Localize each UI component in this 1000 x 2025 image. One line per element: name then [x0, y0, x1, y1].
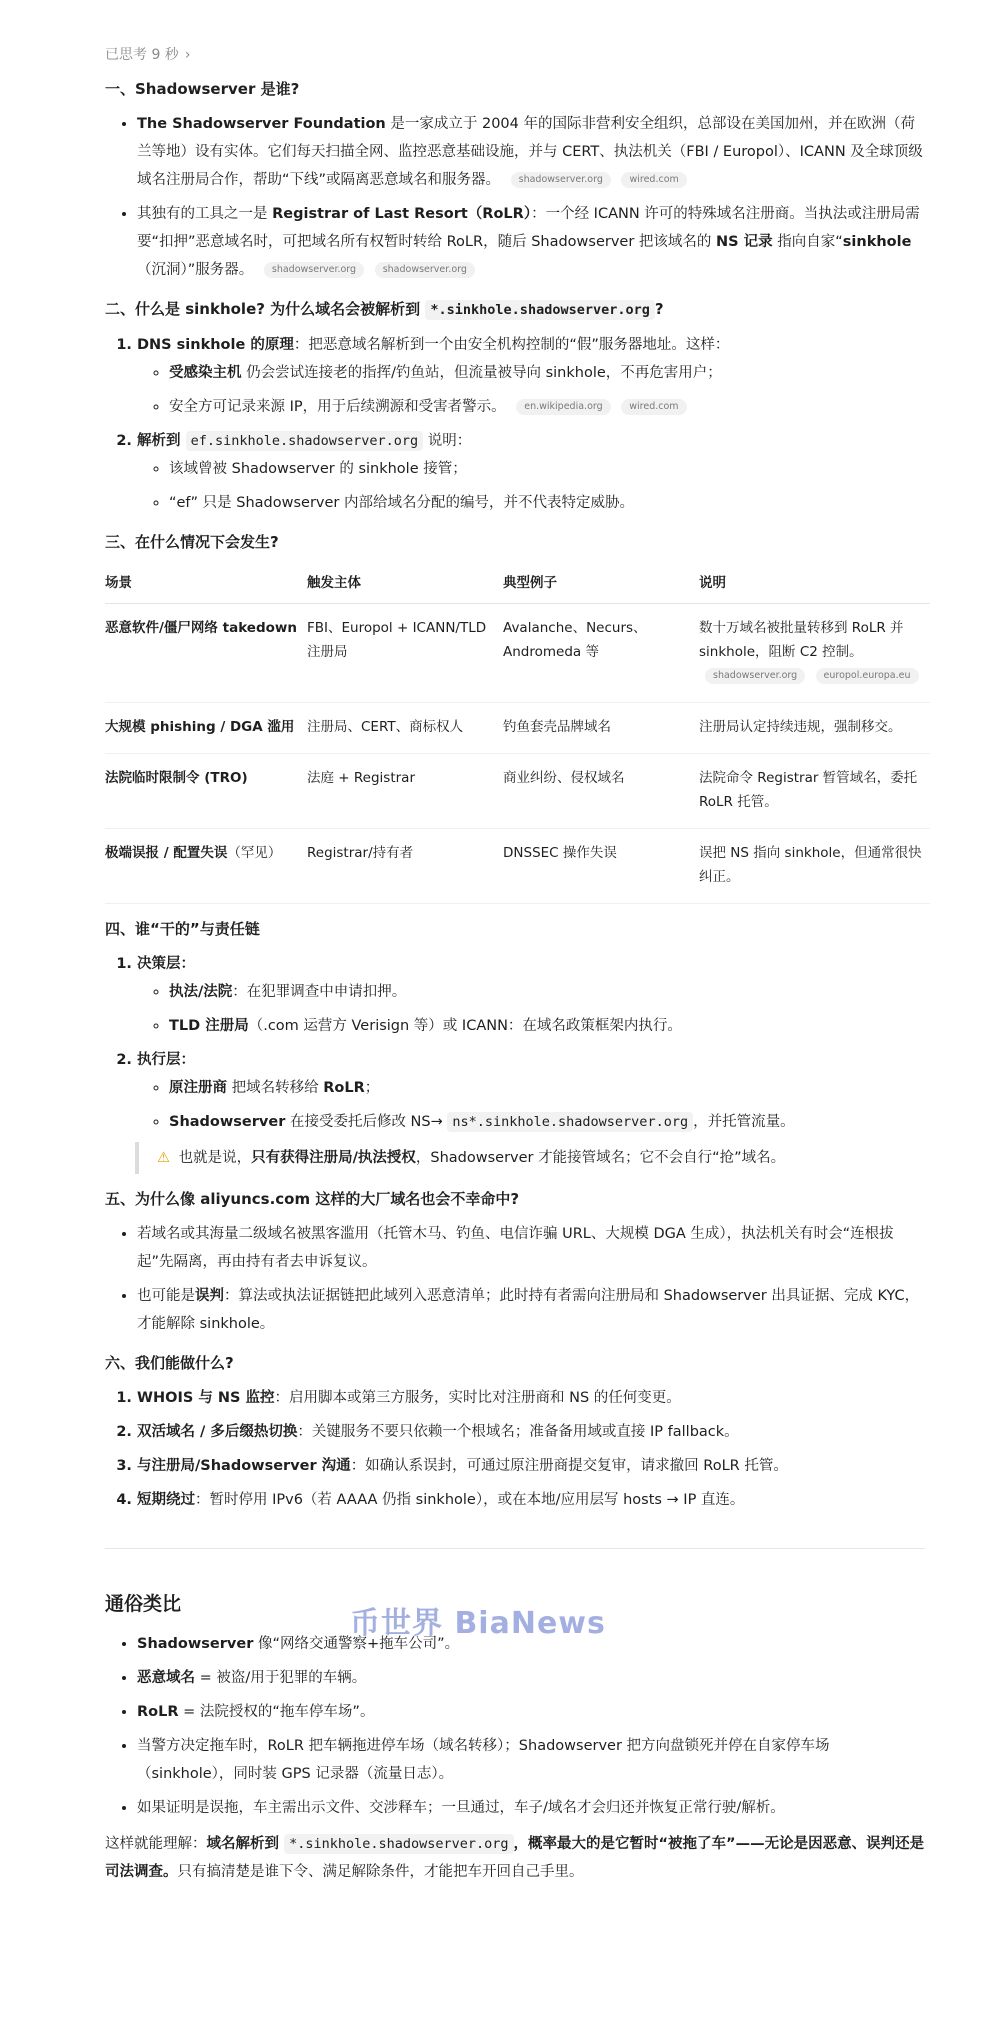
list-item [137, 1384, 925, 1412]
strong-text: ，概率最大的是它暂时“被拖了车”——无论是因恶意、误判还是司法调查。 [105, 1836, 925, 1880]
section-5-list [105, 1220, 925, 1338]
text: ：算法或执法证据链把此域列入恶意清单；此时持有者需向注册局和 Shadowserver 出具证据、完成 KYC，才能解除 sinkhole。 [137, 1288, 920, 1332]
inline-code: ns*.sinkhole.shadowserver.org [447, 1112, 693, 1132]
table-cell: 钓鱼套壳品牌域名 [503, 703, 699, 754]
text: ：启用脚本或第三方服务，实时比对注册商和 NS 的任何变更。 [274, 1390, 681, 1406]
column-header: 说明 [699, 563, 930, 604]
text: 只有搞清楚是谁下令、满足解除条件，才能把车开回自己手里。 [177, 1864, 584, 1880]
section-divider [105, 1548, 925, 1549]
section-3-title: 三、在什么情况下会发生? [105, 533, 279, 551]
table-cell: 注册局认定持续违规，强制移交。 [699, 703, 930, 754]
section-2-list [105, 331, 925, 517]
chevron-right-icon: › [184, 47, 191, 63]
table-header-row [105, 563, 930, 604]
sub-list [137, 978, 925, 1040]
strong-text: Shadowserver [169, 1114, 286, 1130]
table-cell: 大规模 phishing / DGA 滥用 [105, 703, 307, 754]
section-6-title: 六、我们能做什么? [105, 1354, 234, 1372]
text: 说明： [423, 433, 472, 449]
text: ：一个经 ICANN 许可的特殊域名注册商。当执法或注册局需要“扣押”恶意域名时，可把域名所有权暂时转给 RoLR，随后 Shadowserver 把该域名的 [137, 206, 920, 250]
list-item: ◦ 该域曾被 Shadowserver 的 sinkhole 接管； [169, 455, 925, 483]
source-chip[interactable]: shadowserver.org [264, 262, 364, 278]
strong-text: 原注册商 [169, 1080, 227, 1096]
strong-text: 短期绕过 [137, 1492, 195, 1508]
text: = 被盗/用于犯罪的车辆。 [195, 1670, 367, 1686]
sub-list [137, 359, 925, 421]
table-cell [699, 604, 930, 703]
table-cell: DNSSEC 操作失误 [503, 829, 699, 904]
table-cell: 恶意软件/僵尸网络 takedown [105, 604, 307, 703]
strong-text: 只有获得注册局/执法授权 [251, 1150, 416, 1166]
text: ； [364, 1080, 380, 1096]
source-chip[interactable]: en.wikipedia.org [516, 399, 610, 415]
text: = 法院授权的“拖车停车场”。 [178, 1704, 375, 1720]
list-item [137, 1418, 925, 1446]
strong-text: 执法/法院 [169, 984, 233, 1000]
text: ：关键服务不要只依赖一个根域名；准备备用域或直接 IP fallback。 [297, 1424, 739, 1440]
list-item [137, 200, 925, 284]
list-item [137, 1282, 925, 1338]
list-item [169, 1012, 925, 1040]
list-item [137, 1046, 925, 1136]
text: 这样就能理解： [105, 1836, 207, 1852]
strong-text: RoLR [323, 1080, 365, 1096]
list-item [137, 110, 925, 194]
text: 像“网络交通警察+拖车公司”。 [253, 1636, 460, 1652]
closing-paragraph [105, 1830, 925, 1886]
text: 仍会尝试连接老的指挥/钓鱼站，但流量被导向 sinkhole，不再危害用户； [241, 365, 722, 381]
strong-text: 极端误报 / 配置失误 [105, 845, 228, 861]
list-item [169, 393, 925, 421]
warning-icon: ⚠ [157, 1150, 170, 1166]
source-chip[interactable]: wired.com [621, 399, 686, 415]
text: （沉洞）”服务器。 [137, 262, 254, 278]
source-chip[interactable]: wired.com [621, 172, 686, 188]
list-item: • 如果证明是误拖，车主需出示文件、交涉释车；一旦通过，车子/域名才会归还并恢复正常行驶/解析。 [137, 1794, 925, 1822]
table-cell: Avalanche、Necurs、Andromeda 等 [503, 604, 699, 703]
strong-text: 与注册局/Shadowserver 沟通 [137, 1458, 351, 1474]
strong-text: 解析到 [137, 433, 186, 449]
section-6-list [105, 1384, 925, 1514]
list-item: • 当警方决定拖车时，RoLR 把车辆拖进停车场（域名转移）；Shadowserver 把方向盘锁死并停在自家停车场（sinkhole），同时装 GPS 记录器（流量日志）。 [137, 1732, 925, 1788]
org-name: The Shadowserver Foundation [137, 116, 386, 132]
column-header: 触发主体 [307, 563, 503, 604]
table-cell: 法院临时限制令 (TRO) [105, 754, 307, 829]
strong-text: 域名解析到 [206, 1836, 285, 1852]
strong-text: TLD 注册局 [169, 1018, 249, 1034]
source-chip[interactable]: shadowserver.org [705, 668, 805, 684]
analogy-list [105, 1630, 925, 1822]
list-item [169, 359, 925, 387]
table-cell: 注册局、CERT、商标权人 [307, 703, 503, 754]
section-1-list [105, 110, 925, 284]
source-chip[interactable]: shadowserver.org [375, 262, 475, 278]
text: 数十万域名被批量转移到 RoLR 并 sinkhole，阻断 C2 控制。 [699, 620, 904, 660]
text: 指向自家“ [772, 234, 843, 250]
org-desc: 是一家成立于 2004 年的国际非营利安全组织，总部设在美国加州，并在欧洲（荷兰等地）设有实体。它们每天扫描全网、监控恶意基础设施，并与 CERT、执法机关（FBI / Europol）、ICANN 及全球顶级域名注册局合作，帮助“下线”或隔离恶意域名和服务器。 [137, 116, 923, 188]
text: ? [654, 300, 664, 318]
text: 其独有的工具之一是 [137, 206, 273, 222]
table-row [105, 754, 930, 829]
sub-list [137, 455, 925, 517]
inline-code: ef.sinkhole.shadowserver.org [186, 431, 424, 451]
table-cell: 商业纠纷、侵权域名 [503, 754, 699, 829]
inline-code: *.sinkhole.shadowserver.org [284, 1834, 513, 1854]
list-item [137, 1664, 925, 1692]
text: 把域名转移给 [227, 1080, 324, 1096]
table-cell: 法院命令 Registrar 暂管域名，委托 RoLR 托管。 [699, 754, 930, 829]
text: （.com 运营方 Verisign 等）或 ICANN：在域名政策框架内执行。 [248, 1018, 682, 1034]
strong-text: 受感染主机 [169, 365, 242, 381]
strong-text: 决策层： [137, 956, 195, 972]
list-item [137, 427, 925, 517]
text: 也可能是 [137, 1288, 195, 1304]
section-2-title [105, 298, 925, 321]
list-item [137, 950, 925, 1040]
table-row [105, 604, 930, 703]
thinking-label: 已思考 9 秒 [105, 47, 179, 63]
section-1-title: 一、Shadowserver 是谁? [105, 80, 300, 98]
text: 二、什么是 sinkhole? 为什么域名会被解析到 [105, 300, 426, 318]
column-header: 场景 [105, 563, 307, 604]
section-5-title: 五、为什么像 aliyuncs.com 这样的大厂域名也会不幸命中? [105, 1190, 520, 1208]
strong-text: 双活域名 / 多后缀热切换 [137, 1424, 298, 1440]
text: ，Shadowserver 才能接管域名；它不会自行“抢”域名。 [415, 1150, 786, 1166]
list-item [169, 1108, 925, 1136]
source-chip[interactable]: europol.europa.eu [816, 668, 919, 684]
text: （罕见） [227, 845, 282, 861]
strong-text: 误判 [195, 1288, 224, 1304]
strong-text: NS 记录 [716, 234, 773, 250]
strong-text: 恶意域名 [137, 1670, 195, 1686]
table-cell [105, 829, 307, 904]
source-chip[interactable]: shadowserver.org [511, 172, 611, 188]
list-item: ◦ “ef” 只是 Shadowserver 内部给域名分配的编号，并不代表特定威胁。 [169, 489, 925, 517]
strong-text: Registrar of Last Resort（RoLR） [272, 206, 532, 222]
thinking-toggle[interactable] [105, 44, 925, 64]
table-cell: FBI、Europol + ICANN/TLD 注册局 [307, 604, 503, 703]
table-cell: 法庭 + Registrar [307, 754, 503, 829]
table-cell: Registrar/持有者 [307, 829, 503, 904]
strong-text: sinkhole [842, 234, 912, 250]
strong-text: DNS sinkhole 的原理 [137, 337, 294, 353]
analogy-title: 通俗类比 [105, 1593, 182, 1615]
strong-text: Shadowserver [137, 1636, 254, 1652]
text: ：如确认系误封，可通过原注册商提交复审，请求撤回 RoLR 托管。 [350, 1458, 788, 1474]
strong-text: WHOIS 与 NS 监控 [137, 1390, 275, 1406]
list-item [169, 1074, 925, 1102]
strong-text: 执行层： [137, 1052, 195, 1068]
section-4-title: 四、谁“干的”与责任链 [105, 920, 260, 938]
list-item [169, 978, 925, 1006]
text: ：在犯罪调查中申请扣押。 [232, 984, 407, 1000]
column-header: 典型例子 [503, 563, 699, 604]
sub-list [137, 1074, 925, 1136]
list-item [137, 1452, 925, 1480]
table-row [105, 703, 930, 754]
list-item [137, 1486, 925, 1514]
text: 也就是说， [174, 1150, 252, 1166]
text: 在接受委托后修改 NS→ [285, 1114, 448, 1130]
text: 安全方可记录来源 IP，用于后续溯源和受害者警示。 [169, 399, 506, 415]
table-row [105, 829, 930, 904]
list-item [137, 1698, 925, 1726]
watermark: 币世界 BiaNews [350, 1606, 606, 1641]
scenario-table [105, 563, 930, 904]
list-item: • 若域名或其海量二级域名被黑客滥用（托管木马、钓鱼、电信诈骗 URL、大规模 DGA 生成），执法机关有时会“连根拔起”先隔离，再由持有者去申诉复议。 [137, 1220, 925, 1276]
inline-code: *.sinkhole.shadowserver.org [425, 300, 654, 320]
table-cell: 误把 NS 指向 sinkhole，但通常很快纠正。 [699, 829, 930, 904]
text: ：暂时停用 IPv6（若 AAAA 仍指 sinkhole），或在本地/应用层写 hosts → IP 直连。 [195, 1492, 745, 1508]
strong-text: RoLR [137, 1704, 179, 1720]
text: ，并托管流量。 [693, 1114, 795, 1130]
warning-quote [135, 1142, 925, 1174]
section-4-list [105, 950, 925, 1136]
list-item [137, 331, 925, 421]
text: ：把恶意域名解析到一个由安全机构控制的“假”服务器地址。这样： [293, 337, 730, 353]
